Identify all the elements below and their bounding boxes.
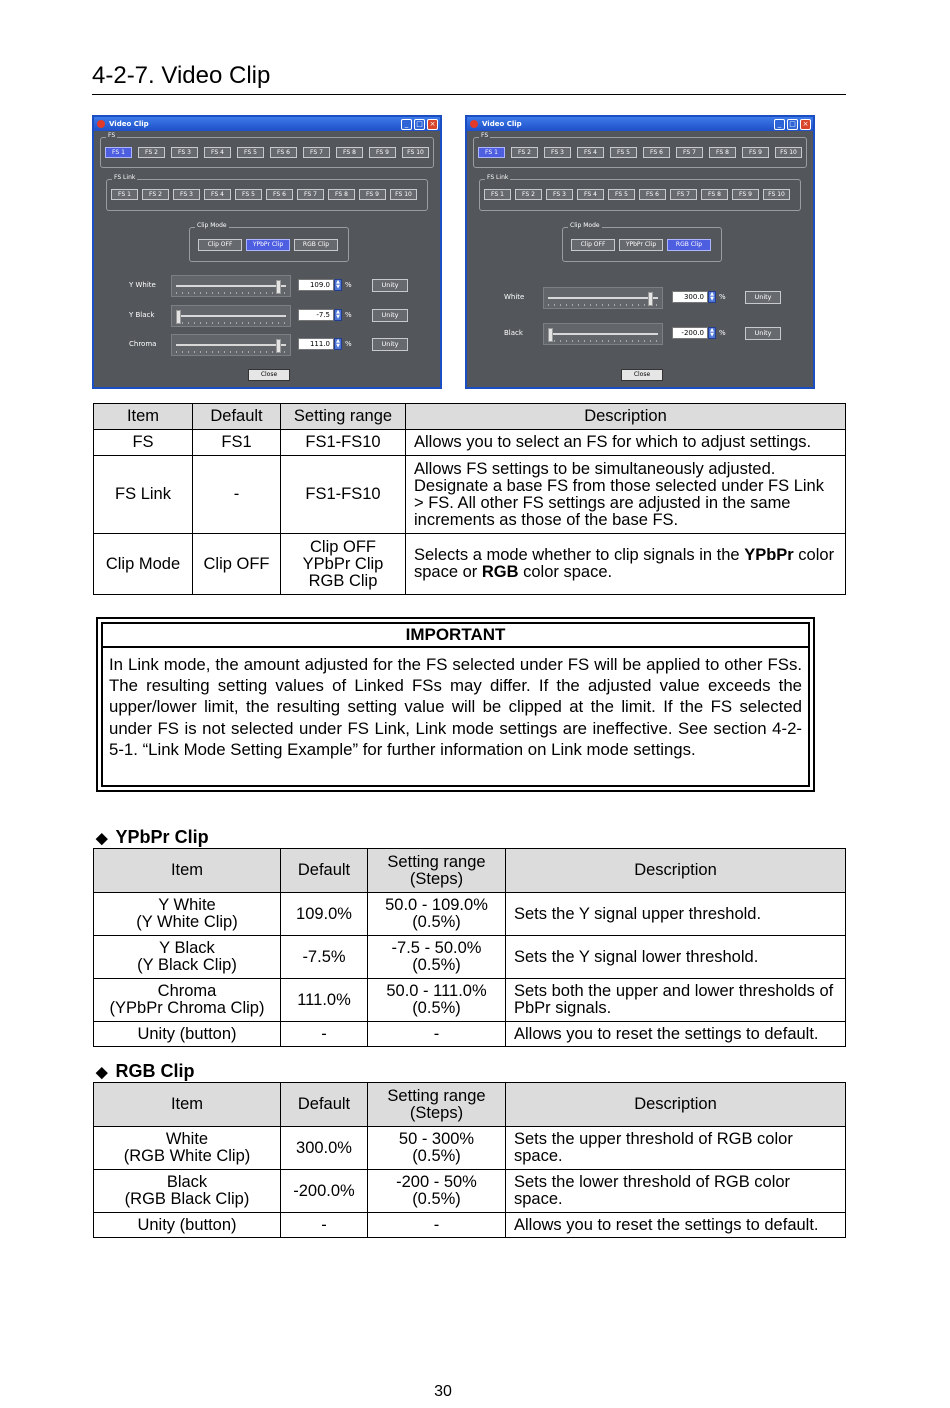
spin-arrows-icon[interactable]: ▲ ▼ [334, 279, 342, 291]
range-cell [281, 534, 406, 595]
fs-button-6[interactable]: FS 6 [270, 147, 297, 158]
ypbpr-clip-button[interactable]: YPbPr Clip [246, 239, 290, 251]
rgb-clip-button[interactable]: RGB Clip [294, 239, 338, 251]
default-cell: 111.0% [281, 979, 368, 1022]
y-black-slider[interactable] [171, 305, 291, 327]
table-row [94, 1022, 846, 1047]
dialog-titlebar [467, 117, 813, 131]
app-icon [97, 120, 105, 128]
maximize-icon[interactable]: □ [787, 119, 798, 130]
range-cell: FS1-FS10 [281, 456, 406, 534]
column-header: Setting range [281, 404, 406, 430]
description-cell: Sets the upper threshold of RGB color space. [506, 1127, 846, 1170]
column-header: Default [281, 1083, 368, 1127]
important-heading: IMPORTANT [103, 624, 808, 648]
fs-group [473, 132, 807, 168]
table-row [94, 456, 846, 534]
black-value[interactable]: -200.0 [672, 327, 708, 339]
settings-table [93, 403, 846, 595]
range-cell: 50 - 300% (0.5%) [368, 1127, 506, 1170]
percent-label: % [345, 340, 352, 348]
fs-group-label: FS [108, 132, 116, 139]
minimize-icon[interactable]: _ [401, 119, 412, 130]
item-cell: FS Link [94, 456, 193, 534]
range-cell: - [368, 1213, 506, 1238]
table-header-row [94, 849, 846, 893]
clip-off-button[interactable]: Clip OFF [571, 239, 615, 251]
range-cell: -200 - 50% (0.5%) [368, 1170, 506, 1213]
column-header: Setting range (Steps) [368, 849, 506, 893]
fs-link-button-9[interactable]: FS 9 [732, 189, 759, 200]
range-cell: - [368, 1022, 506, 1047]
fs-button-4[interactable]: FS 4 [577, 147, 604, 158]
fs-link-button-7[interactable]: FS 7 [670, 189, 697, 200]
chroma-value[interactable]: 111.0 [298, 338, 334, 350]
dialog-titlebar [94, 117, 440, 131]
minimize-icon[interactable]: _ [774, 119, 785, 130]
y-white-unity-button[interactable]: Unity [372, 279, 408, 292]
diamond-bullet-icon: ◆ [96, 1063, 108, 1081]
default-cell: - [281, 1022, 368, 1047]
chroma-label: Chroma [129, 340, 157, 348]
fs-link-button-5[interactable]: FS 5 [608, 189, 635, 200]
item-cell: Clip Mode [94, 534, 193, 595]
fs-link-button-3[interactable]: FS 3 [173, 189, 200, 200]
column-header: Item [94, 1083, 281, 1127]
y-white-slider[interactable] [171, 275, 291, 297]
spin-arrows-icon[interactable]: ▲ ▼ [334, 309, 342, 321]
clip-mode-group [189, 222, 349, 262]
fs-link-button-1[interactable]: FS 1 [111, 189, 138, 200]
fs-button-7[interactable]: FS 7 [303, 147, 330, 158]
item-cell: Chroma (YPbPr Chroma Clip) [94, 979, 281, 1022]
spin-arrows-icon[interactable]: ▲ ▼ [334, 338, 342, 350]
y-black-value[interactable]: -7.5 [298, 309, 334, 321]
description-cell: Sets the lower threshold of RGB color space. [506, 1170, 846, 1213]
slider-thumb[interactable] [548, 328, 553, 342]
table-row [94, 430, 846, 456]
fs-button-3[interactable]: FS 3 [544, 147, 571, 158]
default-cell: - [193, 456, 281, 534]
fs-link-button-7[interactable]: FS 7 [297, 189, 324, 200]
column-header: Default [281, 849, 368, 893]
item-cell: Unity (button) [94, 1022, 281, 1047]
default-cell: 109.0% [281, 893, 368, 936]
video-clip-dialog-ypbpr [92, 115, 442, 389]
black-unity-button[interactable]: Unity [745, 327, 781, 340]
rgb-table [93, 1082, 846, 1238]
item-cell: FS [94, 430, 193, 456]
fs-link-button-3[interactable]: FS 3 [546, 189, 573, 200]
table-row [94, 1127, 846, 1170]
fs-link-button-4[interactable]: FS 4 [577, 189, 604, 200]
column-header: Setting range (Steps) [368, 1083, 506, 1127]
fs-button-4[interactable]: FS 4 [204, 147, 231, 158]
range-cell: 50.0 - 109.0% (0.5%) [368, 893, 506, 936]
important-notice [96, 617, 815, 792]
fs-link-button-10[interactable]: FS 10 [763, 189, 790, 200]
fs-link-group [106, 174, 428, 211]
y-white-label: Y White [129, 281, 156, 289]
black-slider[interactable] [543, 323, 663, 345]
fs-link-button-6[interactable]: FS 6 [639, 189, 666, 200]
item-cell: Black (RGB Black Clip) [94, 1170, 281, 1213]
fs-link-button-2[interactable]: FS 2 [515, 189, 542, 200]
description-cell: Allows you to select an FS for which to adjust settings. [406, 430, 846, 456]
chroma-unity-button[interactable]: Unity [372, 338, 408, 351]
clip-mode-label: Clip Mode [570, 222, 600, 229]
fs-group-label: FS [481, 132, 489, 139]
percent-label: % [719, 293, 726, 301]
item-cell: Y White (Y White Clip) [94, 893, 281, 936]
description-cell: Sets both the upper and lower thresholds of PbPr signals. [506, 979, 846, 1022]
spin-arrows-icon[interactable]: ▲ ▼ [708, 291, 716, 303]
slider-thumb[interactable] [276, 339, 281, 353]
ypbpr-table [93, 848, 846, 1047]
close-button[interactable]: Close [621, 369, 663, 381]
title-divider [92, 94, 846, 95]
default-cell: -7.5% [281, 936, 368, 979]
item-cell: White (RGB White Clip) [94, 1127, 281, 1170]
default-cell: 300.0% [281, 1127, 368, 1170]
fs-link-button-10[interactable]: FS 10 [390, 189, 417, 200]
fs-link-button-4[interactable]: FS 4 [204, 189, 231, 200]
table-row [94, 1213, 846, 1238]
page-number: 30 [434, 1383, 452, 1400]
range-line: YPbPr Clip [302, 554, 384, 573]
description-cell: Sets the Y signal lower threshold. [506, 936, 846, 979]
clip-off-button[interactable]: Clip OFF [198, 239, 242, 251]
dialog-title: Video Clip [109, 120, 149, 128]
white-value[interactable]: 300.0 [672, 291, 708, 303]
percent-label: % [719, 329, 726, 337]
range-cell: FS1-FS10 [281, 430, 406, 456]
column-header: Default [193, 404, 281, 430]
range-cell: 50.0 - 111.0% (0.5%) [368, 979, 506, 1022]
fs-link-button-2[interactable]: FS 2 [142, 189, 169, 200]
slider-thumb[interactable] [176, 310, 181, 324]
fs-link-button-8[interactable]: FS 8 [701, 189, 728, 200]
important-body: In Link mode, the amount adjusted for the FS selected under FS will be applied to other FSs. The resulting setting values of Linked FSs may differ. If the adjusted value exceeds the upper/lower limit, the resulting setting value will be clipped at the limit. If the FS selected under FS is not selected under FS Link, Link mode settings are ineffective. See section 4-2-5-1. “Link Mode Setting Example” for further information on Link mode settings. [109, 655, 802, 759]
diamond-bullet-icon: ◆ [96, 829, 108, 847]
fs-button-10[interactable]: FS 10 [402, 147, 429, 158]
clip-mode-group [562, 222, 722, 262]
fs-button-7[interactable]: FS 7 [676, 147, 703, 158]
video-clip-dialog-rgb [465, 115, 815, 389]
item-cell: Unity (button) [94, 1213, 281, 1238]
y-black-unity-button[interactable]: Unity [372, 309, 408, 322]
white-slider[interactable] [543, 287, 663, 309]
table-header-row [94, 404, 846, 430]
fs-link-button-9[interactable]: FS 9 [359, 189, 386, 200]
column-header: Item [94, 404, 193, 430]
description-cell: Allows FS settings to be simultaneously adjusted. Designate a base FS from those selected under FS Link > FS. All other FS settings are adjusted in the same increments as those of the base FS. [406, 456, 846, 534]
fs-link-group-label: FS Link [114, 174, 136, 181]
table-row [94, 1170, 846, 1213]
fs-link-group [479, 174, 801, 211]
white-unity-button[interactable]: Unity [745, 291, 781, 304]
page-title: 4-2-7. Video Clip [92, 62, 271, 89]
default-cell: Clip OFF [193, 534, 281, 595]
percent-label: % [345, 281, 352, 289]
default-cell: FS1 [193, 430, 281, 456]
fs-button-2[interactable]: FS 2 [511, 147, 538, 158]
maximize-icon[interactable]: □ [414, 119, 425, 130]
description-cell: Sets the Y signal upper threshold. [506, 893, 846, 936]
range-line: Clip OFF [310, 537, 376, 556]
chroma-slider[interactable] [171, 334, 291, 356]
fs-button-1[interactable]: FS 1 [105, 147, 132, 158]
fs-button-9[interactable]: FS 9 [742, 147, 769, 158]
slider-thumb[interactable] [648, 292, 653, 306]
fs-button-9[interactable]: FS 9 [369, 147, 396, 158]
rgb-section-heading [96, 1061, 195, 1082]
description-cell: Allows you to reset the settings to default. [506, 1022, 846, 1047]
percent-label: % [345, 311, 352, 319]
default-cell: - [281, 1213, 368, 1238]
section-title: YPbPr Clip [115, 827, 209, 847]
table-row [94, 979, 846, 1022]
column-header: Description [506, 1083, 846, 1127]
slider-thumb[interactable] [276, 280, 281, 294]
fs-link-button-1[interactable]: FS 1 [484, 189, 511, 200]
app-icon [470, 120, 478, 128]
clip-mode-label: Clip Mode [197, 222, 227, 229]
spin-arrows-icon[interactable]: ▲ ▼ [708, 327, 716, 339]
dialog-title: Video Clip [482, 120, 522, 128]
table-row [94, 936, 846, 979]
fs-group [100, 132, 434, 168]
close-button[interactable]: Close [248, 369, 290, 381]
fs-button-1[interactable]: FS 1 [478, 147, 505, 158]
fs-button-10[interactable]: FS 10 [775, 147, 802, 158]
fs-link-button-8[interactable]: FS 8 [328, 189, 355, 200]
fs-button-5[interactable]: FS 5 [610, 147, 637, 158]
black-label: Black [504, 329, 523, 337]
item-cell: Y Black (Y Black Clip) [94, 936, 281, 979]
fs-button-5[interactable]: FS 5 [237, 147, 264, 158]
white-label: White [504, 293, 525, 301]
default-cell: -200.0% [281, 1170, 368, 1213]
column-header: Description [506, 849, 846, 893]
section-title: RGB Clip [115, 1061, 195, 1081]
fs-link-group-label: FS Link [487, 174, 509, 181]
fs-button-6[interactable]: FS 6 [643, 147, 670, 158]
ypbpr-section-heading [96, 827, 209, 848]
y-black-label: Y Black [129, 311, 155, 319]
y-white-value[interactable]: 109.0 [298, 279, 334, 291]
description-cell: Allows you to reset the settings to default. [506, 1213, 846, 1238]
close-icon[interactable]: × [800, 119, 811, 130]
description-cell: Selects a mode whether to clip signals in the YPbPr color space or RGB color space. [406, 534, 846, 595]
table-row [94, 893, 846, 936]
range-line: RGB Clip [308, 571, 378, 590]
fs-button-2[interactable]: FS 2 [138, 147, 165, 158]
fs-link-button-6[interactable]: FS 6 [266, 189, 293, 200]
column-header: Description [406, 404, 846, 430]
fs-button-8[interactable]: FS 8 [336, 147, 363, 158]
close-icon[interactable]: × [427, 119, 438, 130]
ypbpr-clip-button[interactable]: YPbPr Clip [619, 239, 663, 251]
table-row [94, 534, 846, 595]
fs-button-8[interactable]: FS 8 [709, 147, 736, 158]
column-header: Item [94, 849, 281, 893]
range-cell: -7.5 - 50.0% (0.5%) [368, 936, 506, 979]
table-header-row [94, 1083, 846, 1127]
rgb-clip-button[interactable]: RGB Clip [667, 239, 711, 251]
fs-link-button-5[interactable]: FS 5 [235, 189, 262, 200]
fs-button-3[interactable]: FS 3 [171, 147, 198, 158]
